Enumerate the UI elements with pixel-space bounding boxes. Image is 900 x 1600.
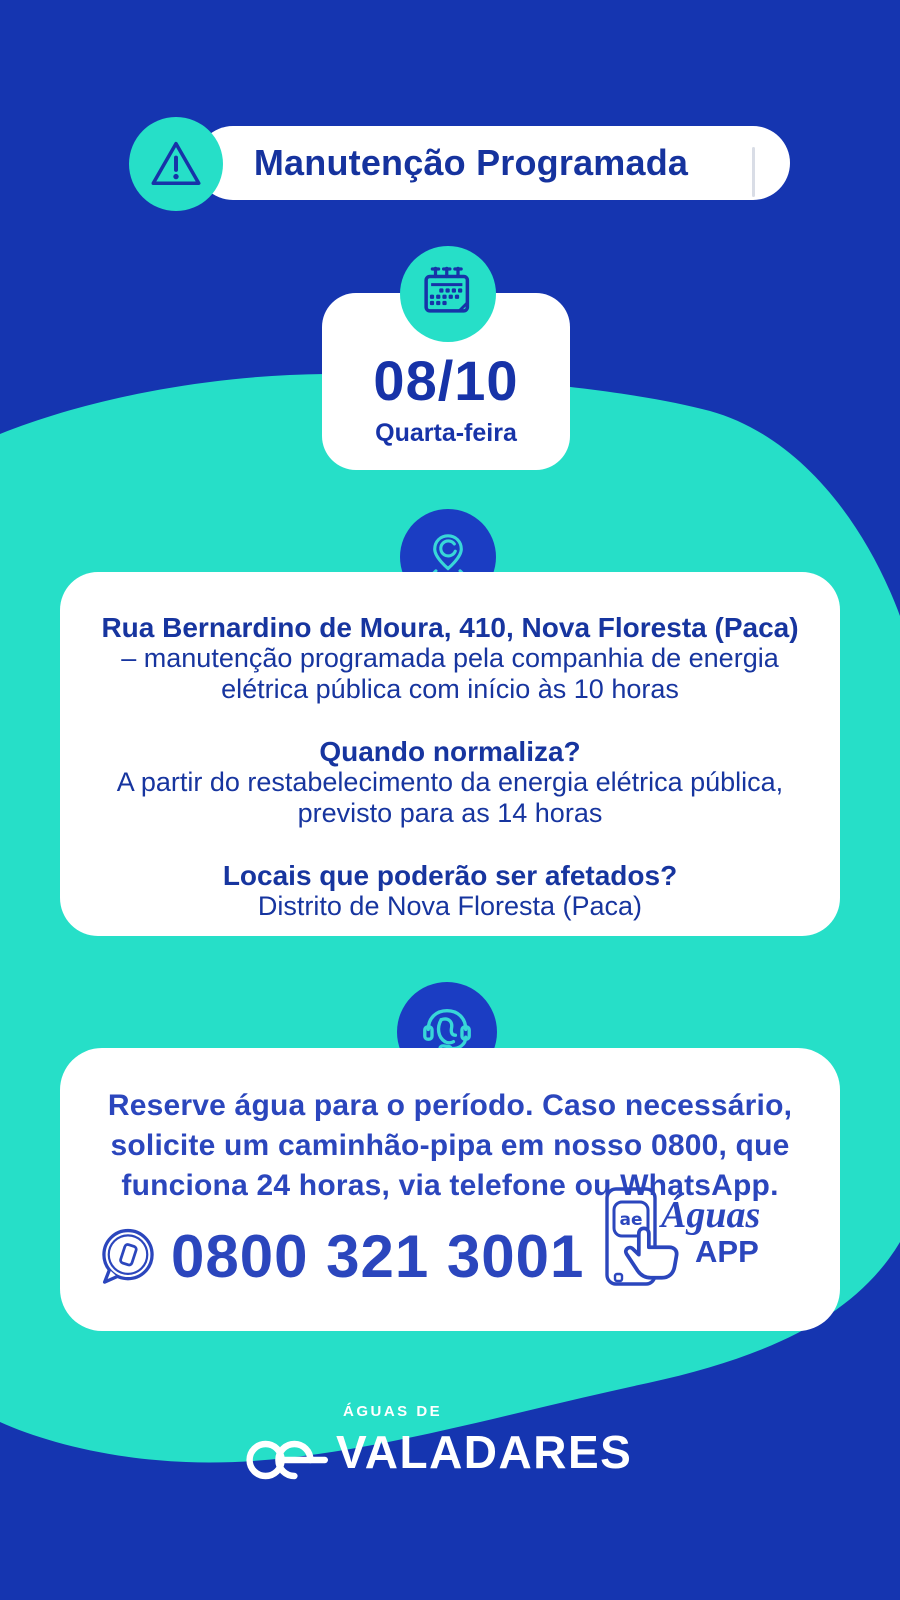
aguas-app-logo — [603, 1178, 773, 1313]
footer-brand: VALADARES — [336, 1426, 633, 1478]
contact-line: Reserve água para o período. Caso necessário, — [107, 1089, 793, 1122]
header-divider — [752, 147, 755, 197]
phone-number: 0800 321 3001 — [171, 1222, 585, 1290]
address-detail-line: – manutenção programada pela companhia de energia — [121, 643, 779, 673]
calendar-badge — [400, 246, 496, 342]
header-banner — [196, 126, 790, 200]
normalization-line: previsto para as 14 horas — [297, 798, 603, 828]
address-detail-line: elétrica pública com início às 10 horas — [221, 674, 679, 704]
page-title: Manutenção Programada — [253, 142, 689, 183]
normalization-block — [90, 736, 810, 829]
phone-row — [95, 1212, 584, 1300]
affected-title: Locais que poderão ser afetados? — [222, 860, 678, 891]
address-title: Rua Bernardino de Moura, 410, Nova Floresta (Paca) — [101, 612, 799, 643]
svg-text:ae: ae — [619, 1210, 643, 1230]
normalization-title: Quando normaliza? — [319, 736, 581, 767]
app-name: Águas — [661, 1194, 761, 1236]
whatsapp-phone-icon — [95, 1223, 161, 1289]
date-weekday: Quarta-feira — [375, 419, 517, 447]
affected-line: Distrito de Nova Floresta (Paca) — [257, 891, 643, 921]
maintenance-info-text — [90, 612, 810, 922]
contact-line: solicite um caminhão-pipa em nosso 0800, que — [110, 1129, 790, 1162]
calendar-icon — [418, 264, 478, 324]
footer-tagline: ÁGUAS DE — [343, 1403, 443, 1420]
ae-logo-mark — [244, 1436, 332, 1484]
contact-line: funciona 24 horas, via telefone ou WhatsApp. — [121, 1169, 779, 1202]
date-value: 08/10 — [373, 349, 519, 412]
normalization-line: A partir do restabelecimento da energia elétrica pública, — [116, 767, 784, 797]
warning-badge — [129, 117, 223, 211]
address-block — [90, 612, 810, 705]
app-name-suffix: APP — [695, 1234, 759, 1269]
warning-triangle-icon — [148, 136, 204, 192]
affected-block — [90, 860, 810, 922]
